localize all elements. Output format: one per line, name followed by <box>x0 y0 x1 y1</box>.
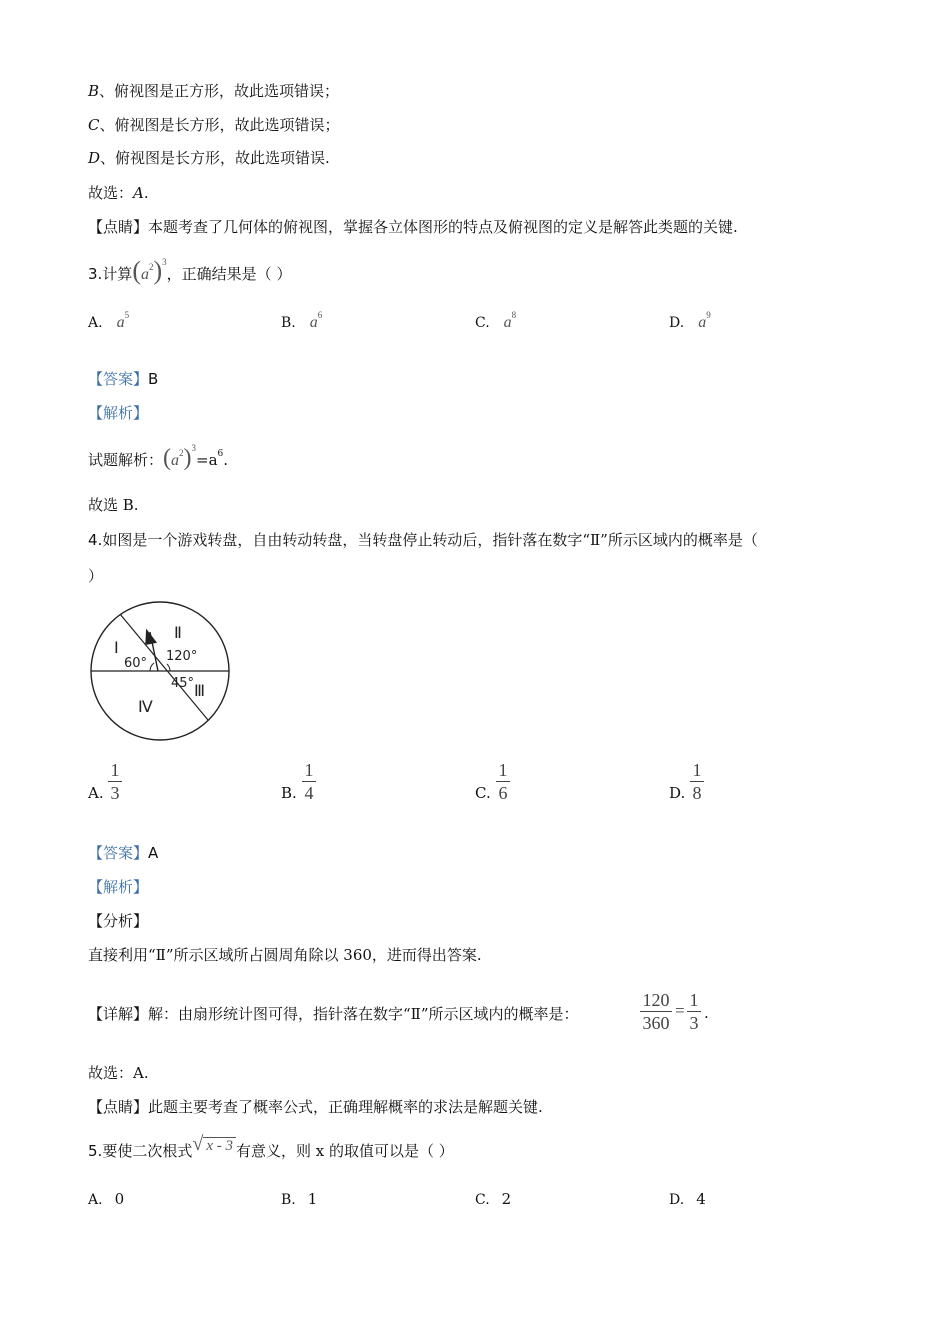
q4-answer <box>88 843 158 863</box>
paren-open: ( <box>132 256 141 285</box>
question-text-tail: 有意义，则 x 的取值可以是（ ） <box>235 1142 454 1160</box>
sqrt-expression <box>192 1130 236 1160</box>
solution-comment: 【点睛】本题考查了几何体的俯视图，掌握各立体图形的特点及俯视图的定义是解答此类题的关键. <box>88 218 738 236</box>
option-value: 1 <box>307 1190 318 1208</box>
paren-close: ) <box>153 256 163 285</box>
region-label-2: Ⅱ <box>174 625 182 642</box>
analysis-end: . <box>223 451 229 469</box>
region-label-4: Ⅳ <box>138 699 153 716</box>
math-outer-exponent: 3 <box>162 257 167 267</box>
paren-close: ) <box>183 445 192 471</box>
q4-choose: 故选：A. <box>88 1064 149 1082</box>
q3-option-d[interactable] <box>669 310 711 332</box>
solution-line-d <box>88 148 330 168</box>
solution-text: 、俯视图是长方形，故此选项错误. <box>100 149 330 167</box>
choose-end: . <box>143 184 149 202</box>
numerator: 1 <box>498 760 508 780</box>
option-base: a <box>309 314 318 331</box>
detail-fraction-1 <box>640 990 672 1033</box>
q5-option-a[interactable] <box>88 1190 124 1208</box>
detail-equals: = <box>675 1001 685 1020</box>
region-label-1: Ⅰ <box>114 640 119 657</box>
question-text: .如图是一个游戏转盘，自由转动转盘，当转盘停止转动后，指针落在数字“Ⅱ”所示区域内的概率是（ <box>97 531 758 549</box>
answer-tag: 【答案】 <box>88 844 149 862</box>
option-label: B. <box>281 1192 296 1208</box>
option-label: A. <box>88 315 103 331</box>
option-value: 0 <box>114 1190 125 1208</box>
question-number: 3 <box>88 265 98 283</box>
denominator: 8 <box>692 783 702 803</box>
sqrt-icon: √ <box>192 1133 204 1155</box>
numerator: 1 <box>304 760 314 780</box>
q4-option-c-label[interactable]: C. <box>475 784 491 802</box>
numerator: 1 <box>110 760 120 780</box>
option-letter: B <box>88 82 100 100</box>
q4-comment: 【点睛】此题主要考查了概率公式，正确理解概率的求法是解题关键. <box>88 1098 543 1116</box>
analysis-prefix: 试题解析： <box>88 451 164 469</box>
question-text: .计算 <box>97 265 133 283</box>
q4-option-b-fraction[interactable] <box>302 760 316 803</box>
option-exponent: 5 <box>124 310 130 320</box>
choose-letter: A <box>133 184 144 202</box>
denominator: 6 <box>498 783 508 803</box>
answer-value: B <box>148 370 159 388</box>
solution-line-c <box>88 115 340 135</box>
fraction-bar <box>302 781 316 782</box>
question-number: 5 <box>88 1142 98 1160</box>
option-letter: D <box>88 149 101 167</box>
math-inner-exponent: 2 <box>179 448 184 458</box>
angle-arc-45 <box>167 664 170 671</box>
paren-open: ( <box>163 445 172 471</box>
spinner-figure <box>86 598 234 744</box>
option-exponent: 9 <box>706 310 711 320</box>
q4-fenxi-text: 直接利用“Ⅱ”所示区域所占圆周角除以 360，进而得出答案. <box>88 946 482 964</box>
fraction-bar <box>687 1011 701 1012</box>
denominator: 4 <box>304 783 314 803</box>
option-exponent: 8 <box>511 310 517 320</box>
q4-fenxi-tag: 【分析】 <box>88 912 149 930</box>
question-text-tail: ，正确结果是（ ） <box>166 265 292 283</box>
q4-option-d-fraction[interactable] <box>690 760 704 803</box>
angle-label-120: 120° <box>166 649 198 664</box>
denominator: 360 <box>642 1013 670 1033</box>
pointer-arrow-icon <box>142 627 157 645</box>
region-label-3: Ⅲ <box>194 683 206 700</box>
detail-end: . <box>704 1004 709 1022</box>
solution-line-b <box>88 81 339 101</box>
math-inner-exponent: 2 <box>149 262 154 272</box>
option-label: D. <box>669 1192 685 1208</box>
math-base: a <box>171 452 180 469</box>
angle-label-45: 45° <box>171 676 195 691</box>
solution-choose <box>88 183 149 203</box>
math-base: a <box>141 266 149 283</box>
q5-option-c[interactable] <box>475 1190 511 1208</box>
q4-option-b-label[interactable]: B. <box>281 784 297 802</box>
fraction-bar <box>690 781 704 782</box>
q5-option-d[interactable] <box>669 1190 706 1208</box>
detail-fraction-2 <box>687 990 701 1033</box>
choose-prefix: 故选： <box>88 184 134 202</box>
numerator: 120 <box>642 990 670 1010</box>
option-exponent: 6 <box>317 310 323 320</box>
option-label: C. <box>475 1192 490 1208</box>
q3-choose: 故选 B. <box>88 496 139 514</box>
fraction-bar <box>640 1011 672 1012</box>
q4-detail: 【详解】解：由扇形统计图可得，指针落在数字“Ⅱ”所示区域内的概率是： <box>88 1005 579 1023</box>
q3-analysis <box>88 444 228 477</box>
angle-arc-60 <box>150 663 154 671</box>
numerator: 1 <box>692 760 702 780</box>
option-value: 2 <box>501 1190 512 1208</box>
solution-text: 、俯视图是长方形，故此选项错误； <box>99 116 340 134</box>
q5-option-b[interactable] <box>281 1190 317 1208</box>
denominator: 3 <box>110 783 120 803</box>
option-label: D. <box>669 315 685 331</box>
option-value: 4 <box>696 1190 706 1208</box>
analysis-result: =a <box>196 451 218 469</box>
answer-tag: 【答案】 <box>88 370 149 388</box>
option-base: a <box>116 314 125 331</box>
q4-analysis-tag: 【解析】 <box>88 878 149 896</box>
question-5 <box>88 1133 454 1166</box>
option-base: a <box>503 314 512 331</box>
question-4-cont: ） <box>88 567 104 585</box>
question-4 <box>88 530 758 550</box>
analysis-result-exponent: 6 <box>217 449 224 459</box>
q3-analysis-tag: 【解析】 <box>88 404 149 422</box>
question-number: 4 <box>88 531 98 549</box>
option-label: C. <box>475 315 490 331</box>
radicand: x - 3 <box>203 1137 236 1154</box>
denominator: 3 <box>689 1013 699 1033</box>
math-outer-exponent: 3 <box>191 443 197 453</box>
q4-option-c-fraction[interactable] <box>496 760 510 803</box>
numerator: 1 <box>689 990 699 1010</box>
q3-option-a[interactable] <box>88 310 130 332</box>
option-base: a <box>698 314 707 331</box>
q3-answer <box>88 369 158 389</box>
fraction-bar <box>108 781 122 782</box>
answer-value: A <box>148 844 159 862</box>
option-label: A. <box>88 1192 103 1208</box>
solution-text: 、俯视图是正方形，故此选项错误； <box>99 82 340 100</box>
question-text: .要使二次根式 <box>97 1142 193 1160</box>
q4-option-a-label[interactable]: A. <box>88 784 104 802</box>
q4-option-d-label[interactable]: D. <box>669 784 686 802</box>
q3-option-c[interactable] <box>475 310 517 332</box>
q4-option-a-fraction[interactable] <box>108 760 122 803</box>
angle-label-60: 60° <box>124 656 148 671</box>
question-3 <box>88 257 291 290</box>
fraction-bar <box>496 781 510 782</box>
option-letter: C <box>88 116 100 134</box>
option-label: B. <box>281 315 296 331</box>
q3-option-b[interactable] <box>281 310 323 332</box>
